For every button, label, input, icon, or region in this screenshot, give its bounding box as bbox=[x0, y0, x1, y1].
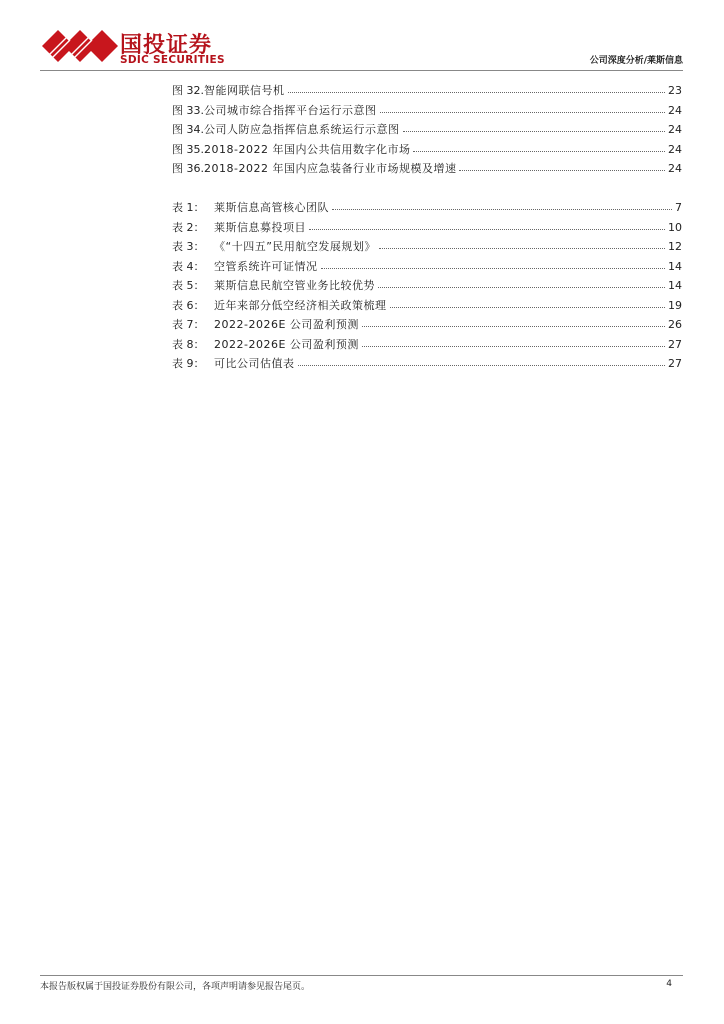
leader-dots bbox=[309, 221, 665, 230]
entry-page: 27 bbox=[668, 337, 682, 351]
leader-dots bbox=[288, 84, 666, 93]
entry-page: 10 bbox=[668, 220, 682, 234]
logo-english-name: SDIC SECURITIES bbox=[120, 54, 225, 66]
figure-list bbox=[172, 82, 682, 180]
entry-page: 24 bbox=[668, 123, 682, 136]
entry-page: 7 bbox=[675, 201, 682, 214]
entry-number: 表 6： bbox=[172, 298, 205, 312]
entry-number: 图 36. bbox=[172, 162, 204, 175]
entry-page: 26 bbox=[668, 318, 682, 331]
leader-dots bbox=[379, 240, 665, 249]
leader-dots bbox=[321, 260, 666, 269]
entry-title: 莱斯信息高管核心团队 bbox=[214, 201, 329, 214]
entry-number: 图 34. bbox=[172, 123, 204, 136]
entry-number: 表 3： bbox=[172, 240, 205, 253]
table-entry[interactable] bbox=[172, 219, 682, 239]
leader-dots bbox=[378, 279, 665, 288]
leader-dots bbox=[413, 143, 665, 152]
table-entry[interactable] bbox=[172, 297, 682, 317]
footer-divider bbox=[40, 975, 683, 976]
company-logo bbox=[40, 26, 240, 66]
table-entry[interactable] bbox=[172, 316, 682, 336]
figure-entry[interactable] bbox=[172, 160, 682, 180]
entry-title: 2018-2022 年国内应急装备行业市场规模及增速 bbox=[204, 162, 457, 175]
entry-number: 表 7： bbox=[172, 318, 205, 331]
report-tag: 公司深度分析/莱斯信息 bbox=[589, 56, 683, 66]
entry-number: 表 9： bbox=[172, 357, 205, 370]
leader-dots bbox=[298, 357, 666, 366]
table-entry[interactable] bbox=[172, 238, 682, 258]
leader-dots bbox=[332, 201, 672, 210]
table-entry[interactable] bbox=[172, 199, 682, 219]
entry-page: 12 bbox=[668, 240, 682, 253]
entry-title: 可比公司估值表 bbox=[214, 357, 295, 370]
entry-page: 23 bbox=[668, 84, 682, 97]
entry-title: 莱斯信息募投项目 bbox=[214, 220, 306, 234]
sdic-logo-mark-icon bbox=[40, 26, 118, 66]
entry-page: 24 bbox=[668, 142, 682, 156]
entry-title: 《“十四五”民用航空发展规划》 bbox=[214, 240, 376, 253]
leader-dots bbox=[362, 338, 665, 347]
figure-entry[interactable] bbox=[172, 102, 682, 122]
figure-entry[interactable] bbox=[172, 82, 682, 102]
leader-dots bbox=[362, 318, 665, 327]
table-entry[interactable] bbox=[172, 258, 682, 278]
entry-page: 27 bbox=[668, 357, 682, 370]
leader-dots bbox=[403, 123, 666, 132]
table-entry[interactable] bbox=[172, 355, 682, 375]
entry-page: 14 bbox=[668, 279, 682, 292]
table-entry[interactable] bbox=[172, 336, 682, 356]
header-divider bbox=[40, 70, 683, 71]
entry-number: 图 32. bbox=[172, 84, 204, 97]
entry-title: 智能网联信号机 bbox=[204, 84, 285, 97]
table-entry[interactable] bbox=[172, 277, 682, 297]
entry-page: 14 bbox=[668, 259, 682, 273]
entry-page: 24 bbox=[668, 162, 682, 175]
figure-entry[interactable] bbox=[172, 141, 682, 161]
leader-dots bbox=[390, 299, 666, 308]
entry-page: 19 bbox=[668, 298, 682, 312]
page-number: 4 bbox=[666, 979, 672, 989]
footer-disclaimer: 本报告版权属于国投证券股份有限公司，各项声明请参见报告尾页。 bbox=[40, 982, 311, 992]
entry-number: 表 1： bbox=[172, 201, 205, 214]
entry-number: 表 8： bbox=[172, 337, 205, 351]
entry-title: 莱斯信息民航空管业务比较优势 bbox=[214, 279, 375, 292]
entry-number: 表 2： bbox=[172, 220, 205, 234]
leader-dots bbox=[380, 104, 666, 113]
entry-title: 空管系统许可证情况 bbox=[214, 259, 318, 273]
logo-chinese-name: 国投证券 bbox=[120, 33, 213, 58]
entry-number: 图 33. bbox=[172, 103, 204, 117]
entry-number: 表 4： bbox=[172, 259, 205, 273]
entry-page: 24 bbox=[668, 103, 682, 117]
entry-title: 近年来部分低空经济相关政策梳理 bbox=[214, 298, 387, 312]
figure-entry[interactable] bbox=[172, 121, 682, 141]
entry-title: 2018-2022 年国内公共信用数字化市场 bbox=[204, 142, 411, 156]
table-list bbox=[172, 199, 682, 375]
entry-title: 2022-2026E 公司盈利预测 bbox=[214, 337, 359, 351]
entry-title: 公司城市综合指挥平台运行示意图 bbox=[204, 103, 377, 117]
entry-number: 表 5： bbox=[172, 279, 205, 292]
entry-title: 2022-2026E 公司盈利预测 bbox=[214, 318, 359, 331]
entry-number: 图 35. bbox=[172, 142, 204, 156]
entry-title: 公司人防应急指挥信息系统运行示意图 bbox=[204, 123, 400, 136]
leader-dots bbox=[459, 162, 665, 171]
